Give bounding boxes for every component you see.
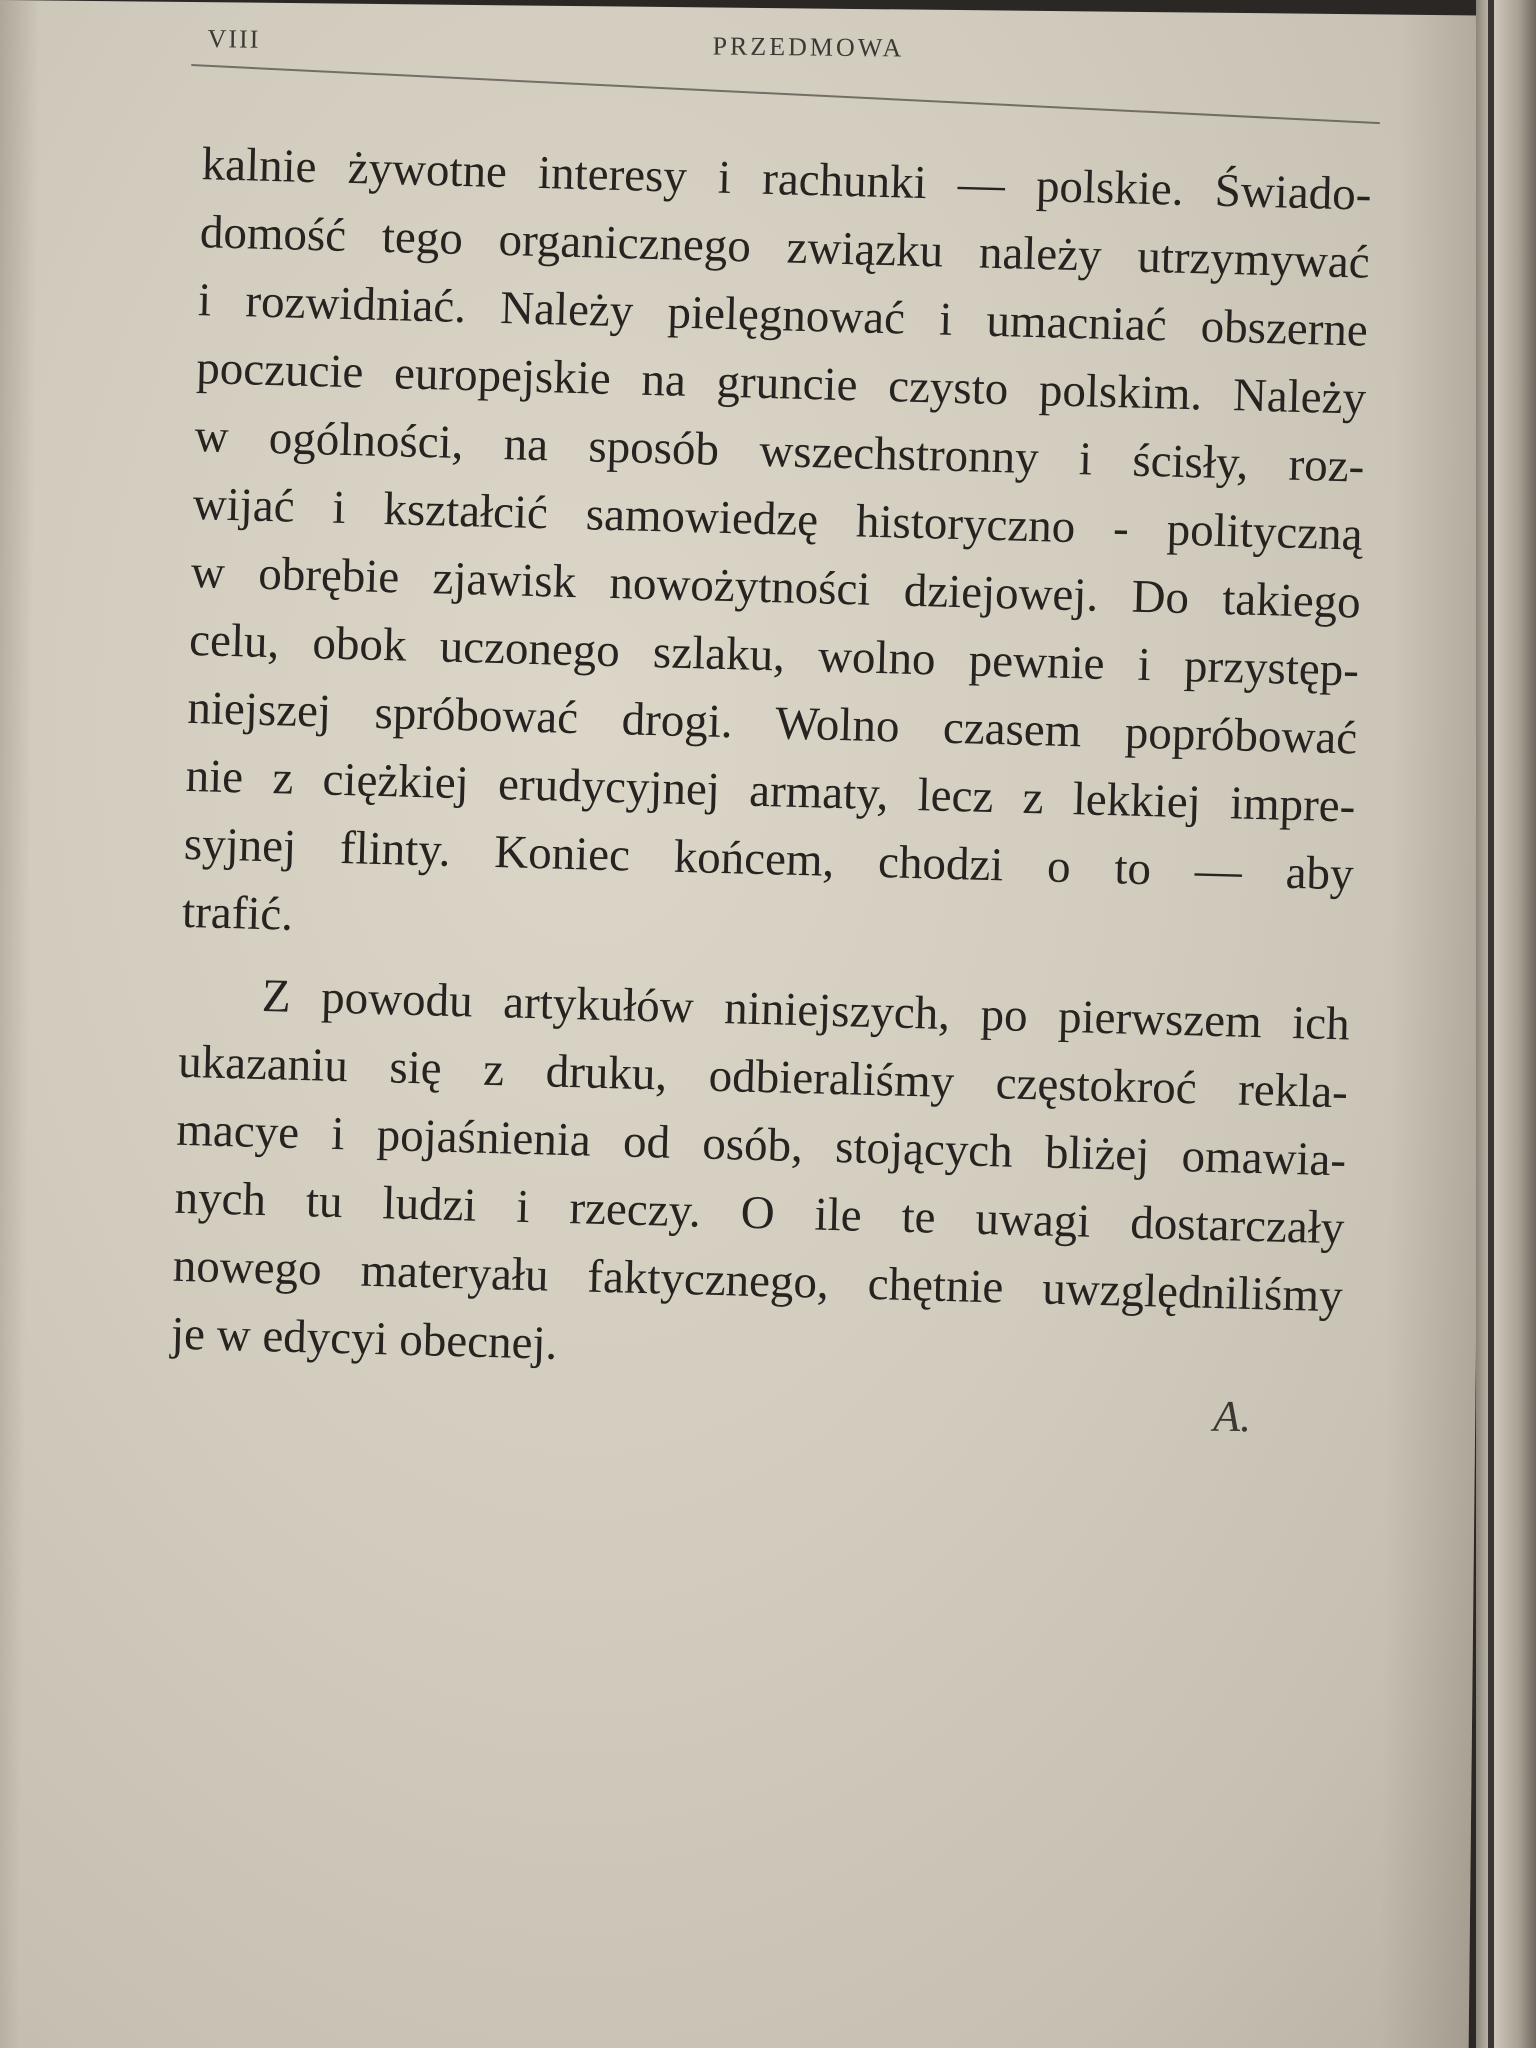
text-line: w ogólności, na sposób wszechstronny i ścisły, roz- — [193, 410, 1365, 493]
page-shadow-right — [1378, 15, 1489, 2048]
text-line: je w edycyi obecnej. — [170, 1307, 558, 1370]
text-line: nie z ciężkiej erudycyjnej armaty, lecz z lekkiej impre- — [185, 749, 1357, 833]
text-line: Z powodu artykułów niniejszych, po pierwszem ich — [261, 969, 1351, 1051]
page-number: VIII — [207, 24, 261, 54]
text-line: macye i pojaśnienia od osób, stojących bliżej omawia- — [175, 1103, 1347, 1187]
body-text — [170, 130, 1372, 1398]
text-line: nowego materyału faktycznego, chętnie uwzględniliśmy — [172, 1239, 1344, 1323]
page-header — [207, 16, 1377, 68]
text-line: nych tu ludzi i rzeczy. O ile te uwagi dostarczały — [174, 1171, 1345, 1255]
text-line: i rozwidniać. Należy pielęgnować i umacniać obszerne — [197, 274, 1369, 357]
text-line: ukazaniu się z druku, odbieraliśmy częstokroć rekla- — [177, 1035, 1349, 1119]
running-head: PRZEDMOWA — [712, 31, 905, 63]
text-line: domość tego organicznego związku należy utrzymywać — [199, 206, 1371, 289]
text-line: kalnie żywotne interesy i rachunki — polskie. Świado- — [201, 138, 1373, 221]
text-line: w obrębie zjawisk nowożytności dziejowej. Do takiego — [190, 545, 1362, 629]
book-page-edges — [1476, 0, 1536, 2048]
header-rule — [191, 64, 1380, 124]
paragraph-2 — [170, 960, 1350, 1398]
text-line: syjnej flinty. Koniec końcem, chodzi o to — aby — [183, 817, 1355, 901]
paragraph-1 — [181, 130, 1372, 976]
text-line: poczucie europejskie na gruncie czysto polskim. Należy — [195, 342, 1367, 425]
text-line: wijać i kształcić samowiedzę historyczno - polityczną — [192, 478, 1364, 561]
text-line: trafić. — [181, 885, 294, 941]
author-signature: A. — [1212, 1391, 1252, 1442]
text-line: celu, obok uczonego szlaku, wolno pewnie i przystęp- — [188, 613, 1360, 697]
book-edge-shadow — [1488, 0, 1494, 2048]
text-line: niejszej spróbować drogi. Wolno czasem popróbować — [186, 681, 1358, 765]
page-shadow-left — [0, 0, 40, 2048]
